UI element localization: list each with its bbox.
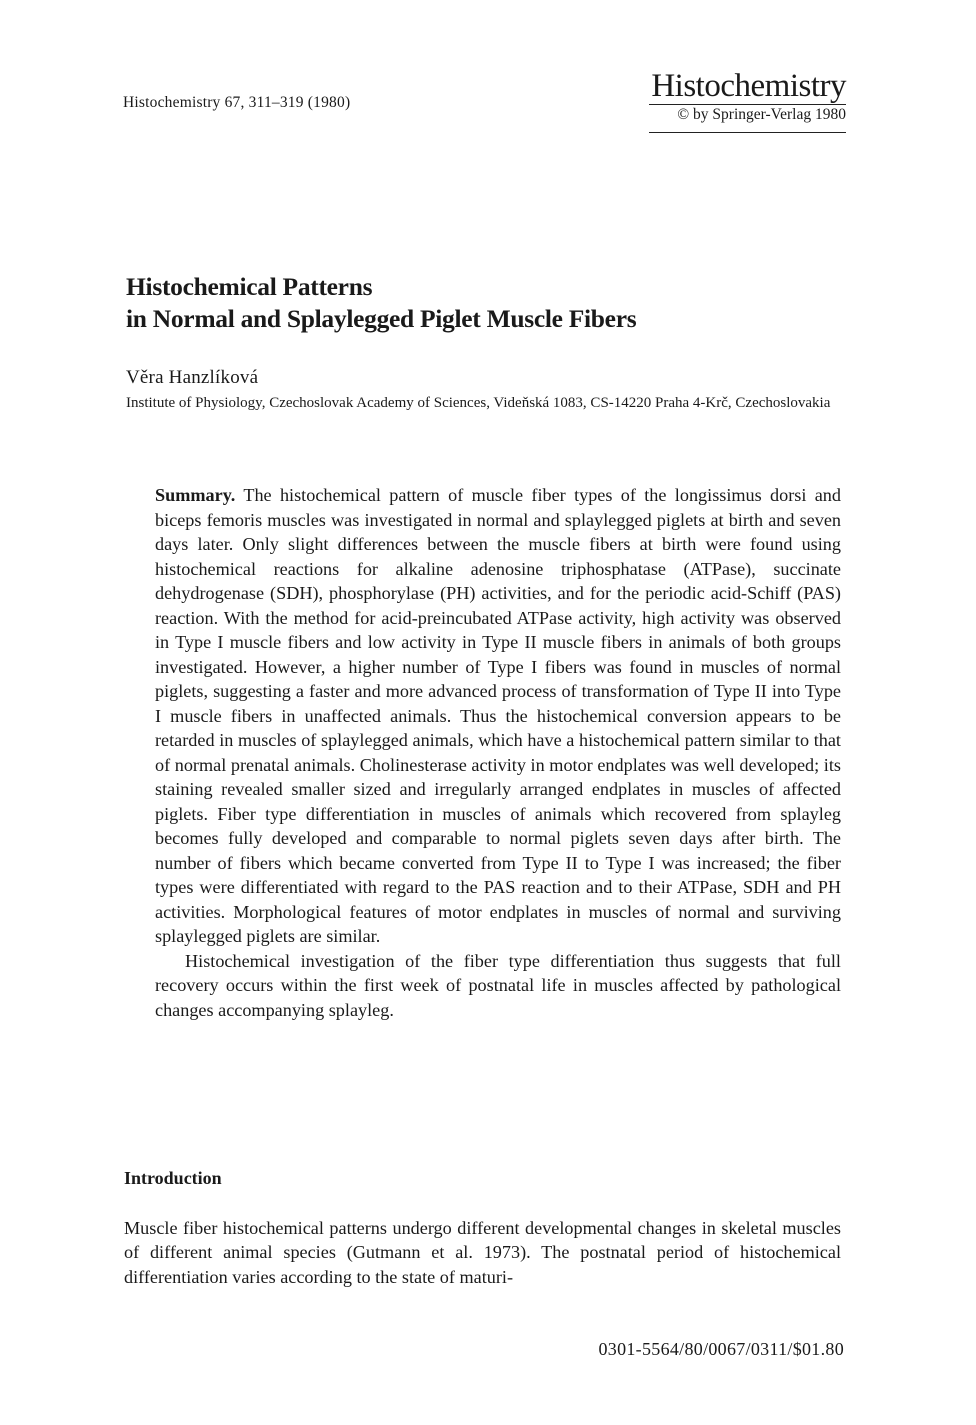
summary-label: Summary. [155, 485, 236, 505]
footer-issn-code: 0301-5564/80/0067/0311/$01.80 [598, 1339, 844, 1359]
summary-section [155, 483, 841, 1022]
summary-paragraph-1 [155, 483, 841, 949]
summary-paragraph-2: Histochemical investigation of the fiber type differentiation thus suggests that full recovery occurs within the first week of postnatal life in muscles affected by pathological changes accompanying splayleg. [155, 950, 841, 1020]
introduction-heading: Introduction [124, 1168, 222, 1188]
introduction-text: Muscle fiber histochemical patterns undergo different developmental changes in skeletal muscles of different animal species (Gutmann et al. 1973). The postnatal period of histochemical differentiation varies according to the state of maturi- [124, 1218, 841, 1287]
title-line-2: in Normal and Splaylegged Piglet Muscle Fibers [126, 304, 637, 333]
title-line-1: Histochemical Patterns [126, 272, 373, 301]
author-affiliation: Institute of Physiology, Czechoslovak Academy of Sciences, Videňská 1083, CS-14220 Praha 4-Krč, Czechoslovakia [126, 395, 831, 411]
masthead-rule-bottom [649, 132, 846, 133]
summary-text-1: The histochemical pattern of muscle fiber types of the longissimus dorsi and biceps femoris muscles was investigated in normal and splaylegged piglets at birth and seven days later. Only slight differences between the muscle fibers at birth were found using histochemical reactions for alkaline adenosine triphosphatase (ATPase), succinate dehydrogenase (SDH), phosphorylase (PH) activities, and for the periodic acid-Schiff (PAS) reaction. With the method for acid-preincubated ATPase activity, high activity was observed in Type I muscle fibers and low activity in Type II muscle fibers in animals of both groups investigated. However, a higher number of Type I fibers was found in muscles of normal piglets, suggesting a faster and more advanced process of transformation of Type II into Type I muscle fibers in unaffected animals. Thus the histochemical conversion appears to be retarded in muscles of splaylegged animals, which have a histochemical pattern similar to that of normal prenatal animals. Cholinesterase activity in motor endplates was well developed; its staining revealed smaller sized and irregularly arranged endplates in muscles of affected piglets. Fiber type differentiation in muscles of animals which recovered from splayleg becomes fully developed and comparable to normal piglets seven days after birth. The number of fibers which became converted from Type II to Type I was increased; the fiber types were differentiated with regard to the PAS reaction and to their ATPase, SDH and PH activities. Morphological features of motor endplates in muscles of normal and surviving splaylegged piglets are similar. [155, 485, 841, 946]
citation-line: Histochemistry 67, 311–319 (1980) [123, 94, 351, 111]
journal-masthead [649, 66, 846, 133]
author-name: Věra Hanzlíková [126, 367, 259, 388]
article-title [126, 271, 636, 335]
copyright-notice: © by Springer-Verlag 1980 [677, 106, 846, 123]
masthead-rule-top [649, 104, 846, 105]
journal-name: Histochemistry [651, 68, 846, 104]
